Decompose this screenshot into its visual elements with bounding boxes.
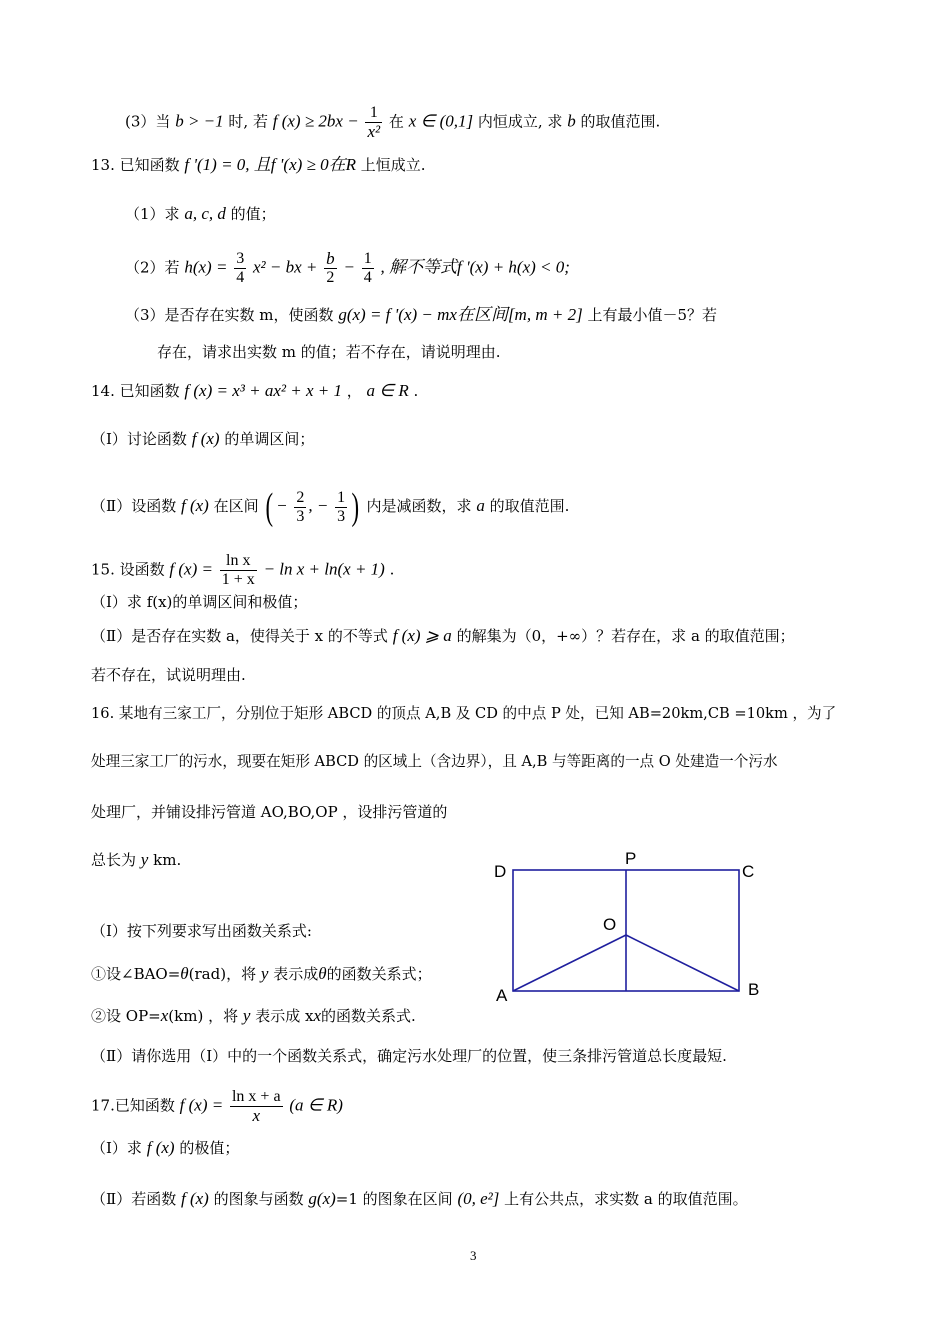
- text: 内是减函数，求: [366, 497, 472, 515]
- q15-part2: [91, 626, 795, 646]
- text: 在区间: [213, 497, 259, 515]
- text: 的值；: [230, 205, 276, 223]
- text: (km) ，将: [168, 1007, 239, 1025]
- left-paren: (: [265, 486, 274, 528]
- text: （Ⅰ）按下列要求写出函数关系式:: [91, 922, 312, 940]
- text: （Ⅱ）请你选用（Ⅰ）中的一个函数关系式，确定污水处理厂的位置，使三条排污管道总长度最短.: [91, 1047, 727, 1065]
- label-a: A: [496, 986, 508, 1005]
- text: =1 的图象在区间: [335, 1190, 453, 1208]
- math: f (x): [180, 1189, 209, 1208]
- fraction: $\frac{b}{2}$: [326, 249, 335, 286]
- text: （Ⅰ）求 f(x)的单调区间和极值；: [91, 593, 308, 611]
- text: （3）是否存在实数 m，使函数: [125, 306, 334, 324]
- segment-ao: [513, 935, 626, 991]
- text: 的单调区间；: [224, 430, 315, 448]
- q16-part1a: [91, 964, 432, 984]
- math: x: [160, 1006, 169, 1025]
- math: h(x) =: [184, 257, 228, 277]
- q13-part1: [125, 204, 276, 224]
- math: −: [343, 257, 355, 277]
- text: 上有公共点，求实数 a 的取值范围。: [504, 1190, 748, 1208]
- q17-part1: [91, 1138, 239, 1158]
- math: f (x): [146, 1138, 175, 1157]
- math: −: [276, 496, 288, 515]
- rectangle-figure: [480, 840, 780, 1010]
- text: 上恒成立.: [360, 156, 426, 174]
- q14-stem: [91, 381, 418, 401]
- text: 的解集为（0，+∞）？若存在，求 a 的取值范围；: [456, 627, 795, 645]
- text: 在: [388, 112, 404, 131]
- math: y: [260, 964, 269, 983]
- math: θ: [180, 964, 189, 983]
- text: （Ⅰ）讨论函数: [91, 430, 187, 448]
- fraction: $\frac{1}{3}$: [337, 488, 346, 525]
- q16-part1: [91, 921, 312, 941]
- text: 表示成: [273, 965, 319, 983]
- q12-part3-line: [125, 104, 660, 141]
- math: θ: [318, 964, 327, 983]
- text: .: [389, 560, 395, 579]
- q15-stem: [91, 552, 394, 589]
- q15-part2-cont: [91, 665, 246, 685]
- math: f (x) ⩾ a: [392, 626, 452, 645]
- math: f (x): [180, 496, 209, 515]
- text: 内恒成立, 求: [477, 112, 563, 131]
- math: f (x) = x³ + ax² + x + 1: [184, 381, 342, 400]
- text: 16. 某地有三家工厂，分别位于矩形 ABCD 的顶点 A,B 及 CD 的中点 P 处，已知 AB=20km,CB =10km ，为了: [91, 705, 837, 722]
- fraction: $\frac{1}{\text{x²}}$: [367, 104, 381, 141]
- text: 若不存在，试说明理由.: [91, 666, 246, 684]
- q15-part1: [91, 592, 307, 612]
- q13-part2: [125, 250, 570, 287]
- text: 14. 已知函数: [91, 382, 180, 400]
- q16-part2: [91, 1046, 727, 1066]
- math: a: [476, 496, 485, 515]
- text: 表示成 x: [255, 1007, 314, 1025]
- math: , 解不等式f '(x) + h(x) < 0;: [380, 257, 570, 277]
- math: x ∈ (0,1]: [408, 111, 474, 131]
- math: a ∈ R: [366, 381, 409, 400]
- text: 的取值范围.: [580, 112, 661, 131]
- q17-part2: [91, 1189, 748, 1209]
- text: (3）当: [125, 112, 171, 131]
- text: 上有最小值－5？若: [587, 306, 718, 324]
- q16-line2: [91, 752, 778, 772]
- text: 15. 设函数: [91, 560, 165, 579]
- math: x² − bx +: [252, 257, 318, 277]
- page-number: 3: [470, 1248, 477, 1263]
- math: b > −1: [175, 111, 224, 131]
- label-o: O: [603, 915, 617, 934]
- label-p: P: [625, 849, 637, 868]
- text: 处理三家工厂的污水，现要在矩形 ABCD 的区域上（含边界），且 A,B 与等距离的一点 O 处建造一个污水: [91, 753, 778, 770]
- q13-stem: [91, 155, 426, 175]
- math: f '(1) = 0, 且f '(x) ≥ 0在R: [184, 155, 356, 174]
- text: km.: [153, 851, 182, 869]
- label-d: D: [494, 862, 507, 881]
- text: 的极值；: [179, 1139, 240, 1157]
- label-b: B: [748, 980, 760, 999]
- text: ②设 OP: [91, 1007, 149, 1025]
- math: f (x) ≥ 2bx −: [272, 111, 359, 131]
- text: 的函数关系式；: [326, 965, 432, 983]
- math: (0, e²]: [457, 1189, 500, 1208]
- text: （Ⅱ）若函数: [91, 1190, 177, 1208]
- text: ，: [346, 382, 362, 400]
- math: , −: [308, 496, 329, 515]
- math: y: [242, 1006, 251, 1025]
- text: 13. 已知函数: [91, 156, 180, 174]
- text: 存在，请求出实数 m 的值；若不存在，请说明理由.: [157, 343, 501, 361]
- text: （Ⅱ）是否存在实数 a，使得关于 x 的不等式: [91, 627, 388, 645]
- segment-bo: [626, 935, 739, 991]
- text: 处理厂，并铺设排污管道 AO,BO,OP ，设排污管道的: [91, 803, 448, 821]
- right-paren: ): [351, 486, 360, 528]
- math: f (x): [191, 429, 220, 448]
- q16-line3: [91, 802, 447, 822]
- text: .: [413, 382, 419, 400]
- math: g(x): [308, 1189, 336, 1208]
- math: x: [313, 1006, 321, 1025]
- fraction: $\frac{\text{ln x + a}}{x}$: [231, 1088, 281, 1125]
- math: a, c, d: [184, 204, 226, 223]
- q13-part3-cont: [157, 342, 501, 362]
- text: 时, 若: [228, 112, 268, 131]
- fraction: $\frac{3}{4}$: [236, 250, 245, 286]
- math: f (x) =: [179, 1095, 224, 1115]
- text: （Ⅰ）求: [91, 1139, 142, 1157]
- q16-line1: [91, 704, 836, 724]
- text: 总长为: [91, 851, 137, 869]
- q16-line4: [91, 850, 181, 870]
- math: − ln x + ln(x + 1): [263, 559, 385, 579]
- text: 的函数关系式.: [320, 1007, 416, 1025]
- text: ①设∠BAO=: [91, 965, 181, 983]
- fraction: $\frac{2}{3}$: [296, 488, 305, 525]
- text: 的取值范围.: [489, 497, 570, 515]
- text: =: [148, 1007, 161, 1025]
- q16-part1b: [91, 1006, 416, 1026]
- q14-part2: [91, 488, 569, 526]
- q17-stem: [91, 1088, 343, 1125]
- q13-part3: [125, 305, 717, 325]
- math: b: [567, 111, 576, 131]
- text: （2）若: [125, 258, 180, 277]
- math: f (x) =: [169, 559, 213, 579]
- math: (a ∈ R): [289, 1095, 343, 1115]
- math: y: [140, 850, 149, 869]
- text: 17.已知函数: [91, 1096, 175, 1115]
- fraction: $\frac{\text{ln x}}{1 + x}$: [221, 552, 255, 588]
- q14-part1: [91, 429, 314, 449]
- label-c: C: [742, 862, 755, 881]
- text: （Ⅱ）设函数: [91, 497, 177, 515]
- math: g(x) = f '(x) − mx在区间[m, m + 2]: [338, 305, 583, 324]
- text: 的图象与函数: [213, 1190, 304, 1208]
- text: (rad)，将: [188, 965, 257, 983]
- text: （1）求: [125, 205, 180, 223]
- fraction: $\frac{1}{4}$: [363, 250, 372, 286]
